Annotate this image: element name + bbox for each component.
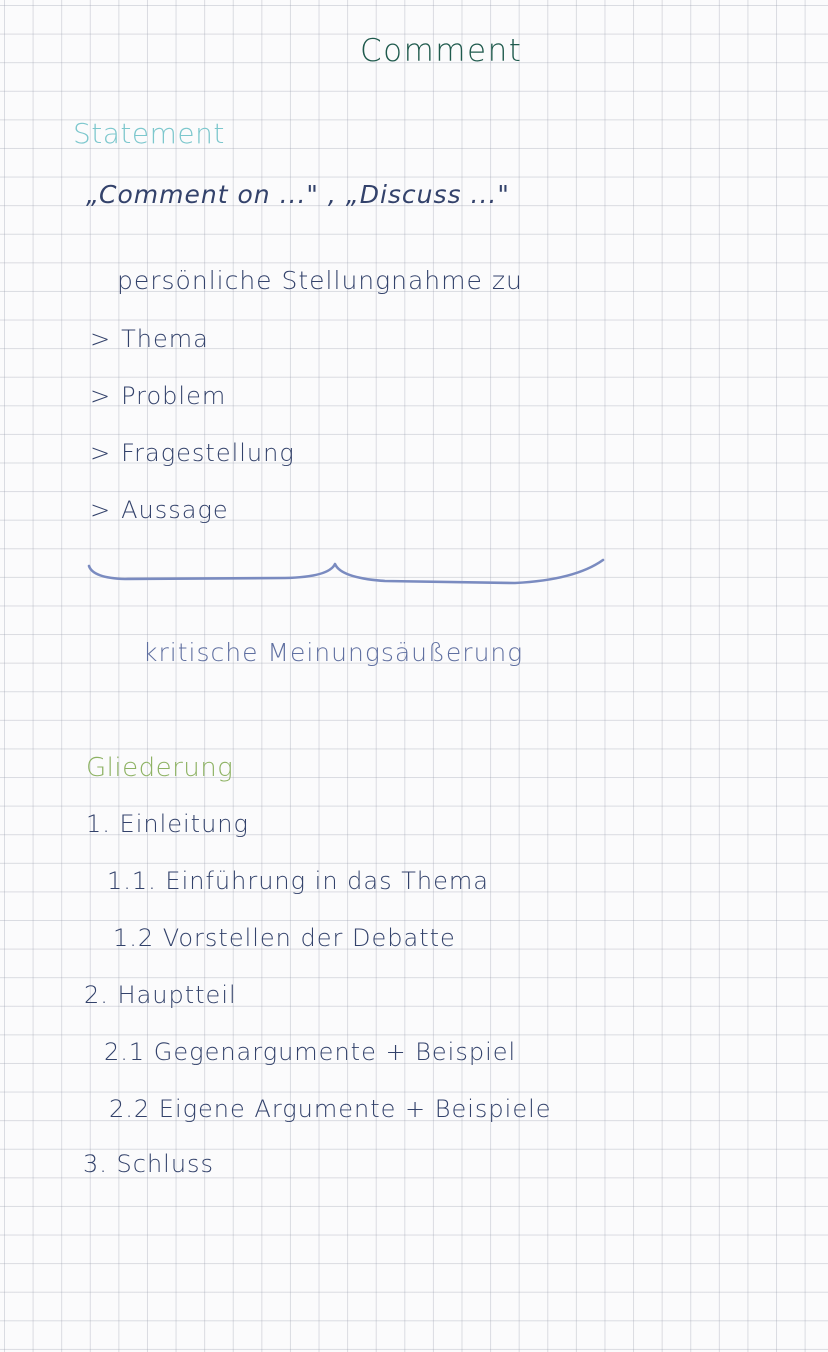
curly-brace-icon — [85, 552, 610, 602]
bullet-label: Thema — [121, 325, 209, 353]
outline-item: 1. Einleitung — [86, 810, 249, 838]
arrow-icon: > — [90, 325, 112, 353]
statement-heading: Statement — [73, 117, 225, 150]
outline-item: 1.1. Einführung in das Thema — [107, 867, 489, 895]
outline-item: 3. Schluss — [83, 1150, 215, 1178]
bullet-item-thema — [90, 327, 209, 351]
bullet-item-problem — [90, 384, 226, 408]
bullet-label: Fragestellung — [121, 439, 295, 467]
page-title: Comment — [360, 33, 523, 69]
bullet-label: Aussage — [121, 496, 229, 524]
arrow-icon: > — [90, 382, 112, 410]
intro-line: persönliche Stellungnahme zu — [117, 266, 523, 295]
bullet-label: Problem — [121, 382, 227, 410]
arrow-icon: > — [90, 496, 112, 524]
bullet-item-aussage — [90, 498, 229, 522]
bullet-item-fragestellung — [90, 441, 295, 465]
arrow-icon: > — [90, 439, 112, 467]
outline-item: 2.2 Eigene Argumente + Beispiele — [109, 1095, 552, 1123]
outline-item: 1.2 Vorstellen der Debatte — [113, 924, 456, 952]
task-phrases: „Comment on ..." , „Discuss ..." — [86, 180, 510, 209]
gliederung-heading: Gliederung — [86, 753, 234, 783]
outline-item: 2.1 Gegenargumente + Beispiel — [104, 1038, 517, 1066]
conclusion-line: kritische Meinungsäußerung — [143, 638, 524, 667]
outline-item: 2. Hauptteil — [84, 981, 237, 1009]
